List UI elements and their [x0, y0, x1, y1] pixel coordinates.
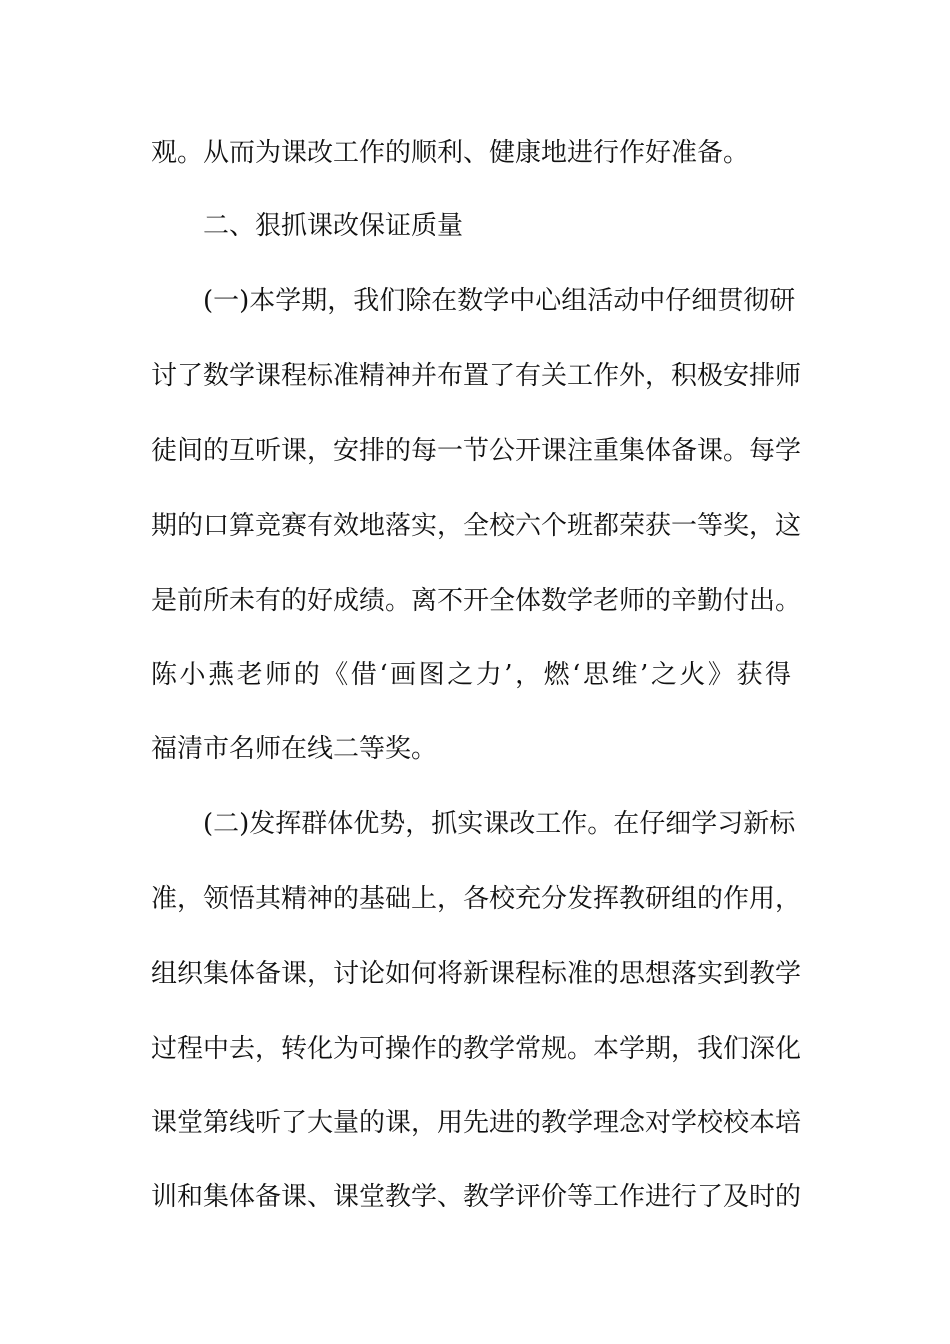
- paragraph-line-15: 训和集体备课、课堂教学、教学评价等工作进行了及时的: [151, 1182, 802, 1212]
- section-heading: 二、狠抓课改保证质量: [203, 211, 464, 241]
- paragraph-line-10: (二)发挥群体优势，抓实课改工作。在仔细学习新标: [203, 809, 796, 839]
- paragraph-line-12: 组织集体备课，讨论如何将新课程标准的思想落实到教学: [151, 959, 802, 989]
- paragraph-line-8: 陈小燕老师的《借‘画图之力’，燃‘思维’之火》获得: [151, 660, 791, 690]
- paragraph-line-14: 课堂第线听了大量的课，用先进的教学理念对学校校本培: [151, 1108, 802, 1138]
- paragraph-line-9: 福清市名师在线二等奖。: [151, 734, 438, 764]
- paragraph-line-4: 讨了数学课程标准精神并布置了有关工作外，积极安排师: [151, 361, 802, 391]
- paragraph-line-1: 观。从而为课改工作的顺利、健康地进行作好准备。: [151, 138, 750, 168]
- paragraph-line-3: (一)本学期，我们除在数学中心组活动中仔细贯彻研: [203, 286, 796, 316]
- paragraph-line-11: 准，领悟其精神的基础上，各校充分发挥教研组的作用，: [151, 884, 802, 914]
- paragraph-line-13: 过程中去，转化为可操作的教学常规。本学期，我们深化: [151, 1034, 802, 1064]
- paragraph-line-7: 是前所未有的好成绩。离不开全体数学老师的辛勤付出。: [151, 586, 802, 616]
- paragraph-line-5: 徒间的互听课，安排的每一节公开课注重集体备课。每学: [151, 436, 802, 466]
- paragraph-line-6: 期的口算竞赛有效地落实，全校六个班都荣获一等奖，这: [151, 511, 802, 541]
